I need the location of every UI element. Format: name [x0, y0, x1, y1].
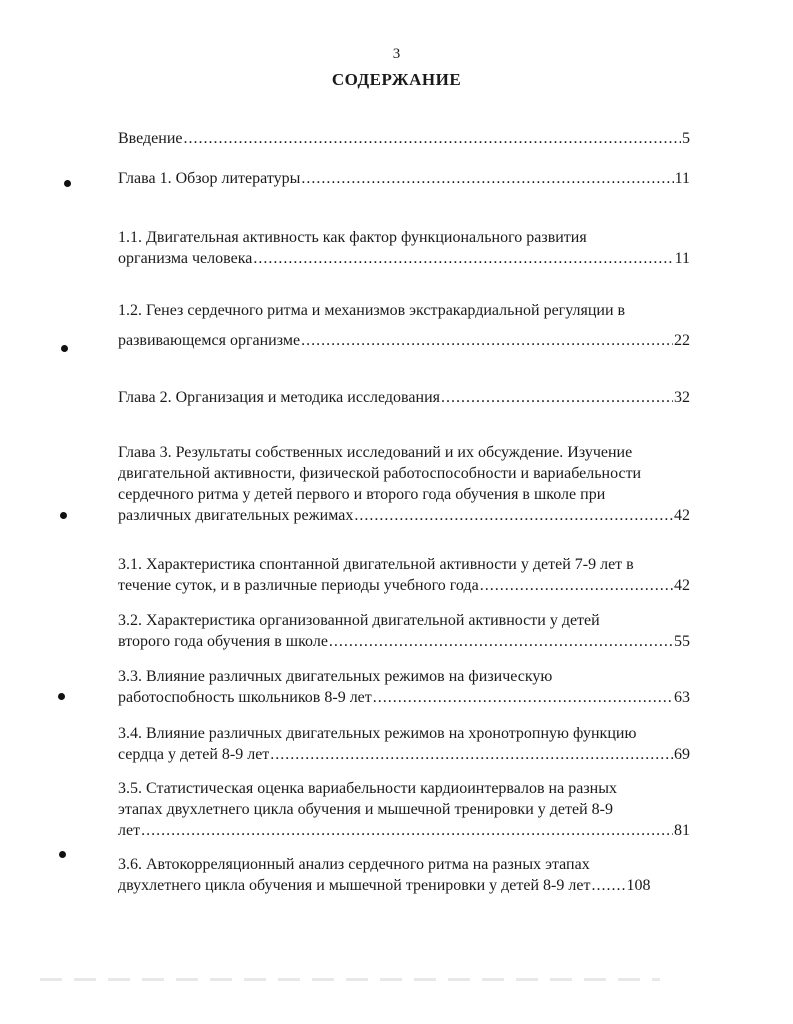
toc-entry-text: Глава 2. Организация и методика исследования: [118, 389, 440, 406]
margin-bullet-mark: [59, 851, 66, 858]
toc-entry-text: двигательной активности, физической работоспособности и вариабельности: [118, 465, 642, 482]
dot-leader: [329, 631, 673, 652]
toc-entry-section-1-2: [118, 296, 690, 356]
dot-leader: [184, 128, 682, 149]
toc-entry-chapter-2: [118, 387, 690, 408]
toc-page-number: 63: [674, 689, 690, 706]
toc-entry-text: Введение: [118, 130, 183, 147]
toc-page-number: 22: [674, 332, 690, 349]
dot-leader: [141, 820, 673, 841]
toc-entry-text: организма человека: [118, 250, 253, 267]
toc-entry-section-3-6: [118, 854, 690, 896]
toc-entry-text: второго года обучения в школе: [118, 633, 328, 650]
toc-page-number: 69: [674, 746, 690, 763]
toc-entry-section-3-5: [118, 778, 690, 841]
toc-entry-text: этапах двухлетнего цикла обучения и мышечной тренировки у детей 8-9: [118, 801, 613, 818]
toc-entry-text: 3.1. Характеристика спонтанной двигательной активности у детей 7-9 лет в: [118, 556, 634, 573]
toc-page-number: 11: [674, 250, 690, 267]
toc-entry-chapter-1: [118, 168, 690, 189]
toc-entry-section-3-1: [118, 554, 690, 596]
toc-entry-text: 3.3. Влияние различных двигательных режимов на физическую: [118, 668, 553, 685]
toc-entry-section-3-2: [118, 610, 690, 652]
toc-page-number: 5: [682, 130, 690, 147]
toc-entry-chapter-3: [118, 442, 690, 526]
toc-entry-text: 3.5. Статистическая оценка вариабельности кардиоинтервалов на разных: [118, 780, 617, 797]
toc-entry-section-3-3: [118, 666, 690, 708]
dot-leader: [591, 875, 625, 896]
dot-leader: [301, 326, 673, 356]
toc-page-number: 11: [674, 170, 690, 187]
toc-page-number: 42: [674, 507, 690, 524]
toc-entry-text: 1.1. Двигательная активность как фактор функционального развития: [118, 229, 587, 246]
toc-entry-text: Глава 3. Результаты собственных исследований и их обсуждение. Изучение: [118, 444, 633, 461]
page-title: СОДЕРЖАНИЕ: [331, 70, 462, 89]
toc-entry-text: 3.2. Характеристика организованной двигательной активности у детей: [118, 612, 600, 629]
toc-entry-text: течение суток, и в различные периоды учебного года: [118, 577, 479, 594]
dot-leader: [441, 387, 673, 408]
toc-entry-text: развивающемся организме: [118, 332, 301, 349]
page-number: 3: [392, 46, 401, 62]
dot-leader: [373, 687, 673, 708]
toc-page-number: 108: [626, 877, 651, 894]
dot-leader: [270, 744, 673, 765]
toc-entry-text: Глава 1. Обзор литературы: [118, 170, 301, 187]
toc-entry-text: 1.2. Генез сердечного ритма и механизмов экстракардиальной регуляции в: [118, 302, 626, 319]
toc-page-number: 55: [674, 633, 690, 650]
dot-leader: [301, 168, 673, 189]
toc-entry-text: 3.4. Влияние различных двигательных режимов на хронотропную функцию: [118, 725, 637, 742]
toc-page-number: 32: [674, 389, 690, 406]
toc-page-number: 81: [674, 822, 690, 839]
dot-leader: [354, 505, 673, 526]
toc-entry-text: 3.6. Автокорреляционный анализ сердечного ритма на разных этапах: [118, 856, 590, 873]
dot-leader: [253, 248, 673, 269]
toc-entry-text: лет: [118, 822, 141, 839]
margin-bullet-mark: [58, 693, 65, 700]
toc-entry-introduction: [118, 128, 690, 149]
toc-page-number: 42: [674, 577, 690, 594]
scan-artifact-strip: [40, 978, 660, 981]
margin-bullet-mark: [60, 512, 67, 519]
toc-entry-text: сердца у детей 8-9 лет: [118, 746, 270, 763]
toc-entry-text: работоспобность школьников 8-9 лет: [118, 689, 372, 706]
toc-entry-section-1-1: [118, 227, 690, 269]
margin-bullet-mark: [61, 345, 68, 352]
toc-entry-text: сердечного ритма у детей первого и второго года обучения в школе при: [118, 486, 606, 503]
toc-entry-text: двухлетнего цикла обучения и мышечной тренировки у детей 8-9 лет: [118, 877, 591, 894]
margin-bullet-mark: [64, 180, 71, 187]
toc-entry-section-3-4: [118, 723, 690, 765]
toc-entry-text: различных двигательных режимах: [118, 507, 354, 524]
dot-leader: [480, 575, 673, 596]
